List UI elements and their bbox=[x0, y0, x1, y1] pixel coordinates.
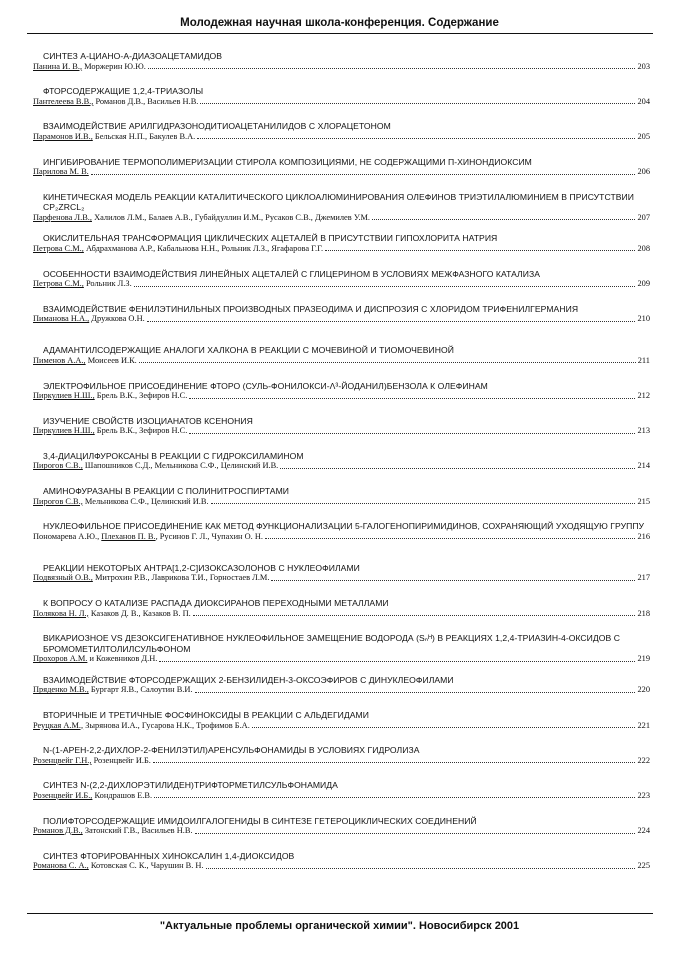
entry-authors bbox=[33, 279, 132, 290]
entry-title: ОКИСЛИТЕЛЬНАЯ ТРАНСФОРМАЦИЯ ЦИКЛИЧЕСКИХ АЦЕТАЛЕЙ В ПРИСУТСТВИИ ГИПОХЛОРИТА НАТРИЯ bbox=[43, 233, 498, 244]
entry-authors bbox=[33, 756, 151, 767]
entry-authors-line bbox=[33, 356, 650, 367]
entry-title: КИНЕТИЧЕСКАЯ МОДЕЛЬ РЕАКЦИИ КАТАЛИТИЧЕСКОГО ЦИКЛОАЛЮМИНИРОВАНИЯ ОЛЕФИНОВ ТРИЭТИЛАЛЮМИНИЕМ В ПРИСУТСТВИИ CP₂ZRCL₂ bbox=[43, 191, 634, 213]
entry-authors-line bbox=[33, 685, 650, 696]
page-footer: "Актуальные проблемы органической химии". Новосибирск 2001 bbox=[159, 920, 520, 932]
entry-title: ВЗАИМОДЕЙСТВИЕ ФЕНИЛЭТИНИЛЬНЫХ ПРОИЗВОДНЫХ ПРАЗЕОДИМА И ДИСПРОЗИЯ С ХЛОРИДОМ ТРИФЕНИЛГЕРМАНИЯ bbox=[43, 303, 579, 314]
contents-entry bbox=[33, 304, 650, 346]
contents-entry bbox=[33, 345, 650, 380]
entry-coauthors: Шапошников С.Д., Мельникова С.Ф., Целинский И.В. bbox=[82, 461, 279, 471]
contents-entry bbox=[33, 486, 650, 521]
entry-title: ВЗАИМОДЕЙСТВИЕ ФТОРСОДЕРЖАЩИХ 2-БЕНЗИЛИДЕН-3-ОКСОЭФИРОВ С ДИНУКЛЕОФИЛАМИ bbox=[43, 674, 454, 685]
dot-leader bbox=[372, 219, 635, 220]
dot-leader bbox=[153, 762, 636, 763]
entry-author-lead: Парилова М. В. bbox=[33, 167, 89, 177]
page-header: Молодежная научная школа-конференция. Содержание bbox=[180, 17, 499, 29]
entry-authors-line bbox=[33, 391, 650, 402]
contents-entry bbox=[33, 121, 650, 156]
entry-page-number: 212 bbox=[637, 391, 650, 401]
entry-authors bbox=[33, 97, 198, 108]
entry-coauthors: Зырянова И.А., Гусарова Н.К., Трофимов Б.А. bbox=[83, 720, 250, 730]
dot-leader bbox=[134, 286, 636, 287]
entry-page-number: 214 bbox=[637, 461, 650, 471]
contents-entry bbox=[33, 157, 650, 192]
entry-authors bbox=[33, 497, 209, 508]
entry-author-lead: Пиркулиев Н.Ш., bbox=[33, 426, 95, 436]
entry-page-number: 215 bbox=[637, 496, 650, 506]
entry-authors-line bbox=[33, 756, 650, 767]
entry-authors-line bbox=[33, 826, 650, 837]
dot-leader bbox=[197, 138, 635, 139]
entry-title: ИЗУЧЕНИЕ СВОЙСТВ ИЗОЦИАНАТОВ КСЕНОНИЯ bbox=[43, 415, 253, 426]
entry-authors bbox=[33, 654, 157, 665]
entry-coauthors: Рольник Л.З. bbox=[83, 279, 132, 289]
entry-authors-line bbox=[33, 791, 650, 802]
dot-leader bbox=[195, 692, 636, 693]
entry-author-lead: Петрова С.М., bbox=[33, 279, 84, 289]
dot-leader bbox=[91, 174, 636, 175]
entry-coauthors: Мельникова С.Ф., Целинский И.В. bbox=[82, 496, 209, 506]
entry-coauthors: Дружкова О.Н. bbox=[89, 314, 145, 324]
entry-title: ВИКАРИОЗНОЕ VS ДЕЗОКСИГЕНАТИВНОЕ НУКЛЕОФИЛЬНОЕ ЗАМЕЩЕНИЕ ВОДОРОДА (Sₙᴴ) В РЕАКЦИЯХ 1,2,4-ТРИАЗИН-4-ОКСИДОВ С БРОМОМЕТИЛТОЛИЛСУЛЬФОНОМ bbox=[43, 633, 620, 654]
entry-author-lead: Петрова С.М., bbox=[33, 243, 84, 253]
entry-page-number: 221 bbox=[637, 720, 650, 730]
entry-title: НУКЛЕОФИЛЬНОЕ ПРИСОЕДИНЕНИЕ КАК МЕТОД ФУНКЦИОНАЛИЗАЦИИ 5-ГАЛОГЕНОПИРИМИДИНОВ, СОХРАНЯЮЩИЙ УХОДЯЩУЮ ГРУППУ bbox=[43, 521, 645, 532]
entry-authors-line bbox=[33, 97, 650, 108]
entry-authors bbox=[33, 861, 204, 872]
entry-title: СИНТЕЗ ФТОРИРОВАННЫХ ХИНОКСАЛИН 1,4-ДИОКСИДОВ bbox=[43, 850, 295, 861]
entry-page-number: 210 bbox=[637, 314, 650, 324]
footer-rule bbox=[27, 913, 653, 914]
entry-author-lead: Пантелеева В.В., bbox=[33, 96, 94, 106]
entry-page-number: 206 bbox=[637, 167, 650, 177]
contents-list bbox=[33, 51, 650, 886]
entry-author-lead: Панина И. В., bbox=[33, 61, 83, 71]
entry-authors bbox=[33, 721, 250, 732]
contents-entry bbox=[33, 745, 650, 780]
entry-title: ПОЛИФТОРСОДЕРЖАЩИЕ ИМИДОИЛГАЛОГЕНИДЫ В СИНТЕЗЕ ГЕТЕРОЦИКЛИЧЕСКИХ СОЕДИНЕНИЙ bbox=[43, 815, 477, 826]
contents-entry bbox=[33, 851, 650, 886]
contents-entry bbox=[33, 233, 650, 268]
entry-coauthors: Абдрахманова А.Р., Кабальнова Н.Н., Рольник Л.З., Ягафарова Г.Г. bbox=[83, 243, 324, 253]
entry-coauthors: Кондрашов Е.В. bbox=[92, 790, 153, 800]
entry-title: К ВОПРОСУ О КАТАЛИЗЕ РАСПАДА ДИОКСИРАНОВ ПЕРЕХОДНЫМИ МЕТАЛЛАМИ bbox=[43, 598, 389, 609]
entry-title: АДАМАНТИЛСОДЕРЖАЩИЕ АНАЛОГИ ХАЛКОНА В РЕАКЦИИ С МОЧЕВИНОЙ И ТИОМОЧЕВИНОЙ bbox=[43, 345, 454, 356]
entry-authors-line bbox=[33, 721, 650, 732]
entry-author-lead: Пирогов С.В., bbox=[33, 461, 83, 471]
entry-page-number: 218 bbox=[637, 608, 650, 618]
entry-coauthors: Розенцвейг И.Б. bbox=[91, 755, 151, 765]
entry-title: ЭЛЕКТРОФИЛЬНОЕ ПРИСОЕДИНЕНИЕ ФТОРО (СУЛЬ-ФОНИЛОКСИ-Λ³-ЙОДАНИЛ)БЕНЗОЛА К ОЛЕФИНАМ bbox=[43, 380, 488, 391]
entry-authors-line bbox=[33, 213, 650, 224]
entry-authors-line bbox=[33, 244, 650, 255]
entry-page-number: 220 bbox=[637, 685, 650, 695]
entry-author-lead: Романова С. А., bbox=[33, 861, 89, 871]
entry-coauthors: Брель В.К., Зефиров Н.С. bbox=[94, 426, 188, 436]
entry-title: N-(1-АРЕН-2,2-ДИХЛОР-2-ФЕНИЛЭТИЛ)АРЕНСУЛЬФОНАМИДЫ В УСЛОВИЯХ ГИДРОЛИЗА bbox=[43, 745, 420, 756]
entry-authors bbox=[33, 826, 193, 837]
entry-authors bbox=[33, 573, 269, 584]
entry-authors-line bbox=[33, 532, 650, 543]
entry-title: ОСОБЕННОСТИ ВЗАИМОДЕЙСТВИЯ ЛИНЕЙНЫХ АЦЕТАЛЕЙ С ГЛИЦЕРИНОМ В УСЛОВИЯХ МЕЖФАЗНОГО КАТАЛИЗА bbox=[43, 268, 540, 279]
entry-authors bbox=[33, 62, 146, 73]
entry-author-lead: Пименов А.А., bbox=[33, 355, 86, 365]
entry-page-number: 204 bbox=[637, 96, 650, 106]
entry-page-number: 205 bbox=[637, 131, 650, 141]
entry-page-number: 222 bbox=[637, 755, 650, 765]
entry-coauthors: Халилов Л.М., Балаев А.В., Губайдуллин И.М., Русаков С.В., Джемилев У.М. bbox=[91, 212, 371, 222]
entry-authors-line bbox=[33, 314, 650, 325]
entry-page-number: 224 bbox=[637, 826, 650, 836]
entry-coauthors: Бельская Н.П., Бакулев В.А. bbox=[92, 131, 196, 141]
entry-authors-line bbox=[33, 573, 650, 584]
entry-authors bbox=[33, 167, 89, 178]
entry-authors bbox=[33, 532, 263, 543]
contents-entry bbox=[33, 416, 650, 451]
entry-author-lead: Пиркулиев Н.Ш., bbox=[33, 391, 95, 401]
dot-leader bbox=[147, 321, 636, 322]
dot-leader bbox=[206, 868, 636, 869]
entry-title: СИНТЕЗ Α-ЦИАНО-Α-ДИАЗОАЦЕТАМИДОВ bbox=[43, 51, 223, 61]
dot-leader bbox=[265, 538, 635, 539]
entry-page-number: 211 bbox=[637, 355, 650, 365]
contents-entry bbox=[33, 521, 650, 563]
entry-title: АМИНОФУРАЗАНЫ В РЕАКЦИИ С ПОЛИНИТРОСПИРТАМИ bbox=[43, 486, 290, 497]
entry-coauthors: Романов Д.В., Васильев Н.В. bbox=[93, 96, 199, 106]
entry-title: 3,4-ДИАЦИЛФУРОКСАНЫ В РЕАКЦИИ С ГИДРОКСИЛАМИНОМ bbox=[43, 450, 304, 461]
contents-entry bbox=[33, 451, 650, 486]
contents-entry bbox=[33, 563, 650, 598]
contents-entry bbox=[33, 51, 650, 86]
entry-authors-line bbox=[33, 609, 650, 620]
entry-author-lead: Подвязный О.В., bbox=[33, 573, 93, 583]
dot-leader bbox=[189, 433, 635, 434]
entry-page-number: 207 bbox=[637, 212, 650, 222]
contents-entry bbox=[33, 192, 650, 234]
entry-authors-line bbox=[33, 654, 650, 665]
entry-author-lead: Пономарева А.Ю., bbox=[33, 531, 102, 541]
entry-page-number: 208 bbox=[637, 243, 650, 253]
entry-author-lead: Пряденко М.В., bbox=[33, 685, 89, 695]
entry-authors bbox=[33, 791, 152, 802]
entry-page-number: 213 bbox=[637, 426, 650, 436]
dot-leader bbox=[271, 580, 635, 581]
entry-author-lead: Реуцкая А.М., bbox=[33, 720, 84, 730]
entry-authors bbox=[33, 609, 191, 620]
entry-title: ВТОРИЧНЫЕ И ТРЕТИЧНЫЕ ФОСФИНОКСИДЫ В РЕАКЦИИ С АЛЬДЕГИДАМИ bbox=[43, 710, 369, 720]
contents-entry bbox=[33, 816, 650, 851]
entry-page-number: 225 bbox=[637, 861, 650, 871]
entry-title: ВЗАИМОДЕЙСТВИЕ АРИЛГИДРАЗОНОДИТИОАЦЕТАНИЛИДОВ С ХЛОРАЦЕТОНОМ bbox=[43, 121, 391, 132]
entry-authors bbox=[33, 213, 370, 224]
header-rule bbox=[27, 33, 653, 34]
entry-page-number: 209 bbox=[637, 279, 650, 289]
entry-author-lead: Полякова Н. Л., bbox=[33, 608, 89, 618]
entry-coauthors: Моржерин Ю.Ю. bbox=[82, 61, 146, 71]
entry-coauthors: Митрохин Р.В., Лаврикова Т.И., Горностаев Л.М. bbox=[92, 573, 270, 583]
entry-author-lead: Розенцвейг Г.Н., bbox=[33, 755, 92, 765]
entry-author-lead: Пиманова Н.А., bbox=[33, 314, 90, 324]
entry-page-number: 203 bbox=[637, 61, 650, 71]
dot-leader bbox=[252, 727, 636, 728]
entry-authors-line bbox=[33, 461, 650, 472]
entry-title: РЕАКЦИИ НЕКОТОРЫХ АНТРА[1,2-C]ИЗОКСАЗОЛОНОВ С НУКЛЕОФИЛАМИ bbox=[43, 562, 360, 573]
dot-leader bbox=[139, 362, 636, 363]
entry-coauthors: и Кожевников Д.Н. bbox=[87, 654, 158, 664]
entry-coauthors: Казаков Д. В., Казаков В. П. bbox=[88, 608, 191, 618]
contents-entry bbox=[33, 675, 650, 710]
entry-authors bbox=[33, 426, 187, 437]
entry-authors-line bbox=[33, 861, 650, 872]
entry-coauthors: Бургарт Я.В., Салоутин В.И. bbox=[88, 685, 193, 695]
entry-page-number: 217 bbox=[637, 573, 650, 583]
entry-authors bbox=[33, 391, 187, 402]
dot-leader bbox=[189, 398, 635, 399]
entry-title: ФТОРСОДЕРЖАЩИЕ 1,2,4-ТРИАЗОЛЫ bbox=[43, 86, 204, 97]
dot-leader bbox=[148, 68, 636, 69]
contents-entry bbox=[33, 381, 650, 416]
entry-author-lead: Розенцвейг И.Б., bbox=[33, 790, 93, 800]
contents-entry bbox=[33, 598, 650, 633]
contents-entry bbox=[33, 710, 650, 745]
entry-page-number: 216 bbox=[637, 531, 650, 541]
entry-page-number: 219 bbox=[637, 654, 650, 664]
entry-authors bbox=[33, 244, 323, 255]
dot-leader bbox=[211, 503, 636, 504]
entry-author-presenter: Плеханов П. В. bbox=[101, 531, 156, 541]
entry-authors-line bbox=[33, 167, 650, 178]
entry-authors bbox=[33, 685, 193, 696]
entry-author-lead: Прохоров А.М. bbox=[33, 654, 88, 664]
entry-authors-line bbox=[33, 132, 650, 143]
dot-leader bbox=[154, 797, 635, 798]
entry-coauthors: , Русинов Г. Л., Чупахин О. Н. bbox=[155, 531, 264, 541]
entry-authors-line bbox=[33, 279, 650, 290]
dot-leader bbox=[195, 833, 636, 834]
entry-authors-line bbox=[33, 497, 650, 508]
entry-authors-line bbox=[33, 426, 650, 437]
dot-leader bbox=[325, 250, 635, 251]
entry-author-lead: Пирогов С.В., bbox=[33, 496, 83, 506]
entry-coauthors: Котовская С. К., Чарушин В. Н. bbox=[88, 861, 204, 871]
dot-leader bbox=[193, 615, 636, 616]
entry-title: СИНТЕЗ N-(2,2-ДИХЛОРЭТИЛИДЕН)ТРИФТОРМЕТИЛСУЛЬФОНАМИДА bbox=[43, 780, 338, 791]
entry-authors bbox=[33, 132, 195, 143]
entry-page-number: 223 bbox=[637, 790, 650, 800]
entry-authors bbox=[33, 356, 137, 367]
entry-title: ИНГИБИРОВАНИЕ ТЕРМОПОЛИМЕРИЗАЦИИ СТИРОЛА КОМПОЗИЦИЯМИ, НЕ СОДЕРЖАЩИМИ П-ХИНОНДИОКСИМ bbox=[43, 156, 532, 167]
entry-coauthors: Брель В.К., Зефиров Н.С. bbox=[94, 391, 188, 401]
dot-leader bbox=[200, 103, 635, 104]
contents-entry bbox=[33, 633, 650, 675]
entry-author-lead: Парфенова Л.В., bbox=[33, 212, 92, 222]
contents-entry bbox=[33, 780, 650, 815]
entry-author-lead: Парамонов И.В., bbox=[33, 131, 93, 141]
entry-authors bbox=[33, 314, 145, 325]
dot-leader bbox=[280, 468, 635, 469]
entry-coauthors: Моисеев И.К. bbox=[85, 355, 137, 365]
entry-authors bbox=[33, 461, 278, 472]
dot-leader bbox=[159, 661, 635, 662]
entry-author-lead: Романов Д.В., bbox=[33, 826, 83, 836]
entry-coauthors: Затонский Г.В., Васильев Н.В. bbox=[82, 826, 193, 836]
contents-entry bbox=[33, 269, 650, 304]
contents-entry bbox=[33, 86, 650, 121]
entry-authors-line bbox=[33, 62, 650, 73]
